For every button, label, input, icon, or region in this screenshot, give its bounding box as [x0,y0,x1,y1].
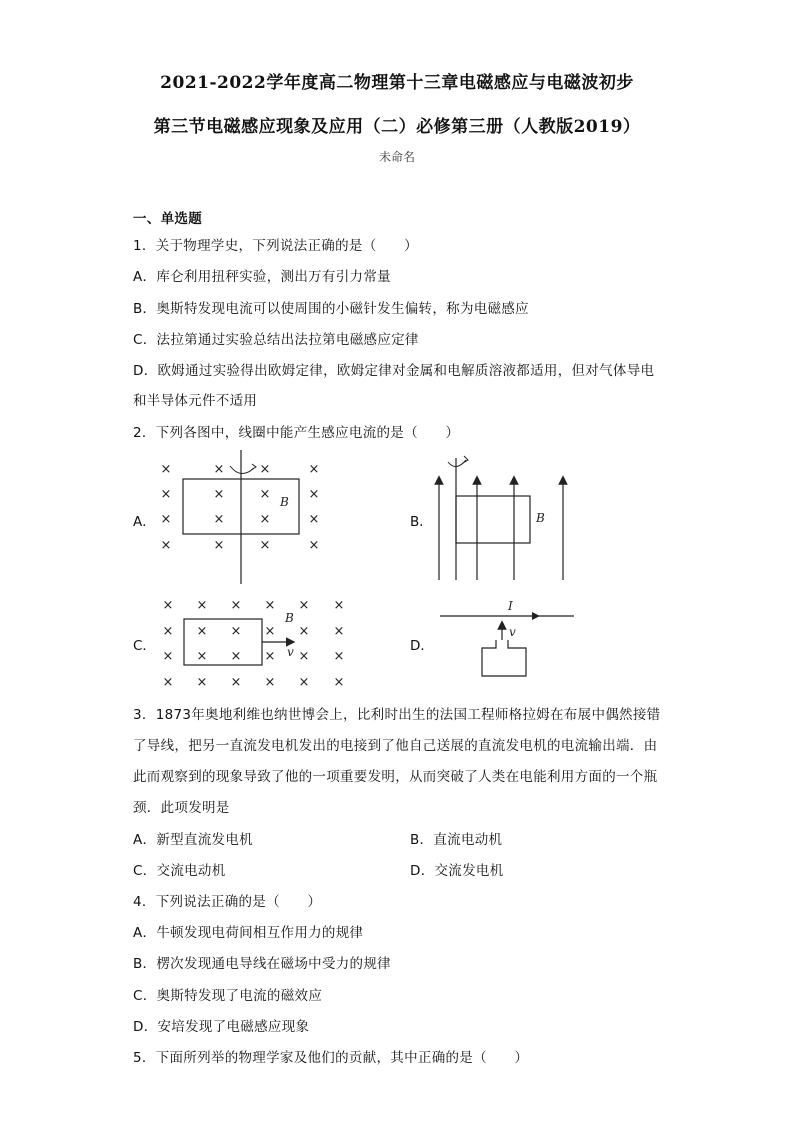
question-3-stem-line-2: 了导线，把另一直流发电机发出的电接到了他自己送展的直流发电机的电流输出端．由 [133,738,658,754]
figure-b [428,450,578,582]
svg-text:×: × [162,598,174,613]
figure-c-label: C． [133,638,156,654]
question-1-option-d-cont: 和半导体元件不适用 [133,393,258,409]
figure-d-i-label: I [508,599,513,613]
question-1-stem: 1．关于物理学史，下列说法正确的是（ ） [133,238,418,254]
figure-d-v-label: v [509,625,516,639]
svg-text:×: × [333,649,345,664]
svg-text:×: × [213,462,225,477]
title-line-1: 2021-2022学年度高二物理第十三章电磁感应与电磁波初步 [160,73,634,93]
question-3-stem-line-3: 此而观察到的现象导致了他的一项重要发明，从而突破了人类在电能利用方面的一个瓶 [133,769,658,785]
question-3-stem-line-1: 3．1873年奥地利维也纳世博会上，比利时出生的法国工程师格拉姆在布展中偶然接错 [133,707,661,723]
question-4-stem: 4．下列说法正确的是（ ） [133,894,322,910]
subtitle: 未命名 [378,150,415,164]
svg-text:×: × [298,675,310,690]
svg-text:×: × [308,538,320,553]
figure-c-v-label: v [287,645,294,659]
svg-text:×: × [298,649,310,664]
svg-text:×: × [196,624,208,639]
svg-text:×: × [230,624,242,639]
svg-text:×: × [308,487,320,502]
question-1-option-b: B．奥斯特发现电流可以使周围的小磁针发生偏转，称为电磁感应 [133,301,529,317]
svg-text:×: × [213,487,225,502]
figure-b-b-label: B [536,511,545,525]
svg-text:×: × [333,675,345,690]
question-4-option-c: C．奥斯特发现了电流的磁效应 [133,988,323,1004]
question-4-option-d: D．安培发现了电磁感应现象 [133,1019,310,1035]
svg-text:×: × [162,624,174,639]
svg-text:×: × [264,624,276,639]
figure-c [155,594,355,694]
question-3-option-d: D．交流发电机 [410,863,504,879]
section-heading: 一、单选题 [133,211,202,227]
figure-c-b-label: B [285,611,294,625]
svg-text:×: × [264,649,276,664]
svg-text:×: × [196,675,208,690]
svg-text:×: × [162,675,174,690]
svg-text:×: × [230,649,242,664]
svg-text:×: × [264,675,276,690]
svg-text:×: × [230,675,242,690]
figure-a [150,450,340,586]
question-3-option-a: A．新型直流发电机 [133,832,253,848]
svg-text:×: × [196,598,208,613]
svg-text:×: × [308,512,320,527]
svg-text:×: × [162,649,174,664]
figure-a-b-label: B [280,495,289,509]
svg-text:×: × [259,538,271,553]
question-3-stem-line-4: 颈．此项发明是 [133,800,230,816]
svg-text:×: × [230,598,242,613]
figure-a-label: A． [133,514,156,530]
svg-text:×: × [259,462,271,477]
svg-text:×: × [264,598,276,613]
question-5-stem: 5．下面所列举的物理学家及他们的贡献，其中正确的是（ ） [133,1050,529,1066]
question-1-option-a: A．库仑利用扭秤实验，测出万有引力常量 [133,269,391,285]
svg-text:×: × [196,649,208,664]
svg-text:×: × [298,624,310,639]
svg-text:×: × [160,512,172,527]
question-4-option-a: A．牛顿发现电荷间相互作用力的规律 [133,925,364,941]
title-line-2: 第三节电磁感应现象及应用（二）必修第三册（人教版2019） [153,117,641,137]
svg-text:×: × [160,462,172,477]
figure-d-label: D． [410,638,434,654]
question-4-option-b: B．楞次发现通电导线在磁场中受力的规律 [133,956,391,972]
svg-text:×: × [298,598,310,613]
figure-d [438,596,578,680]
svg-text:×: × [160,487,172,502]
question-1-option-c: C．法拉第通过实验总结出法拉第电磁感应定律 [133,332,419,348]
svg-text:×: × [333,598,345,613]
question-3-option-b: B．直流电动机 [410,832,503,848]
svg-text:×: × [308,462,320,477]
question-1-option-d: D．欧姆通过实验得出欧姆定律，欧姆定律对金属和电解质溶液都适用，但对气体导电 [133,363,655,379]
svg-text:×: × [160,538,172,553]
figure-b-label: B． [410,514,433,530]
question-2-stem: 2．下列各图中，线圈中能产生感应电流的是（ ） [133,425,460,441]
svg-text:×: × [213,538,225,553]
svg-text:×: × [259,512,271,527]
svg-text:×: × [333,624,345,639]
question-3-option-c: C．交流电动机 [133,863,226,879]
svg-text:×: × [259,487,271,502]
svg-text:×: × [213,512,225,527]
